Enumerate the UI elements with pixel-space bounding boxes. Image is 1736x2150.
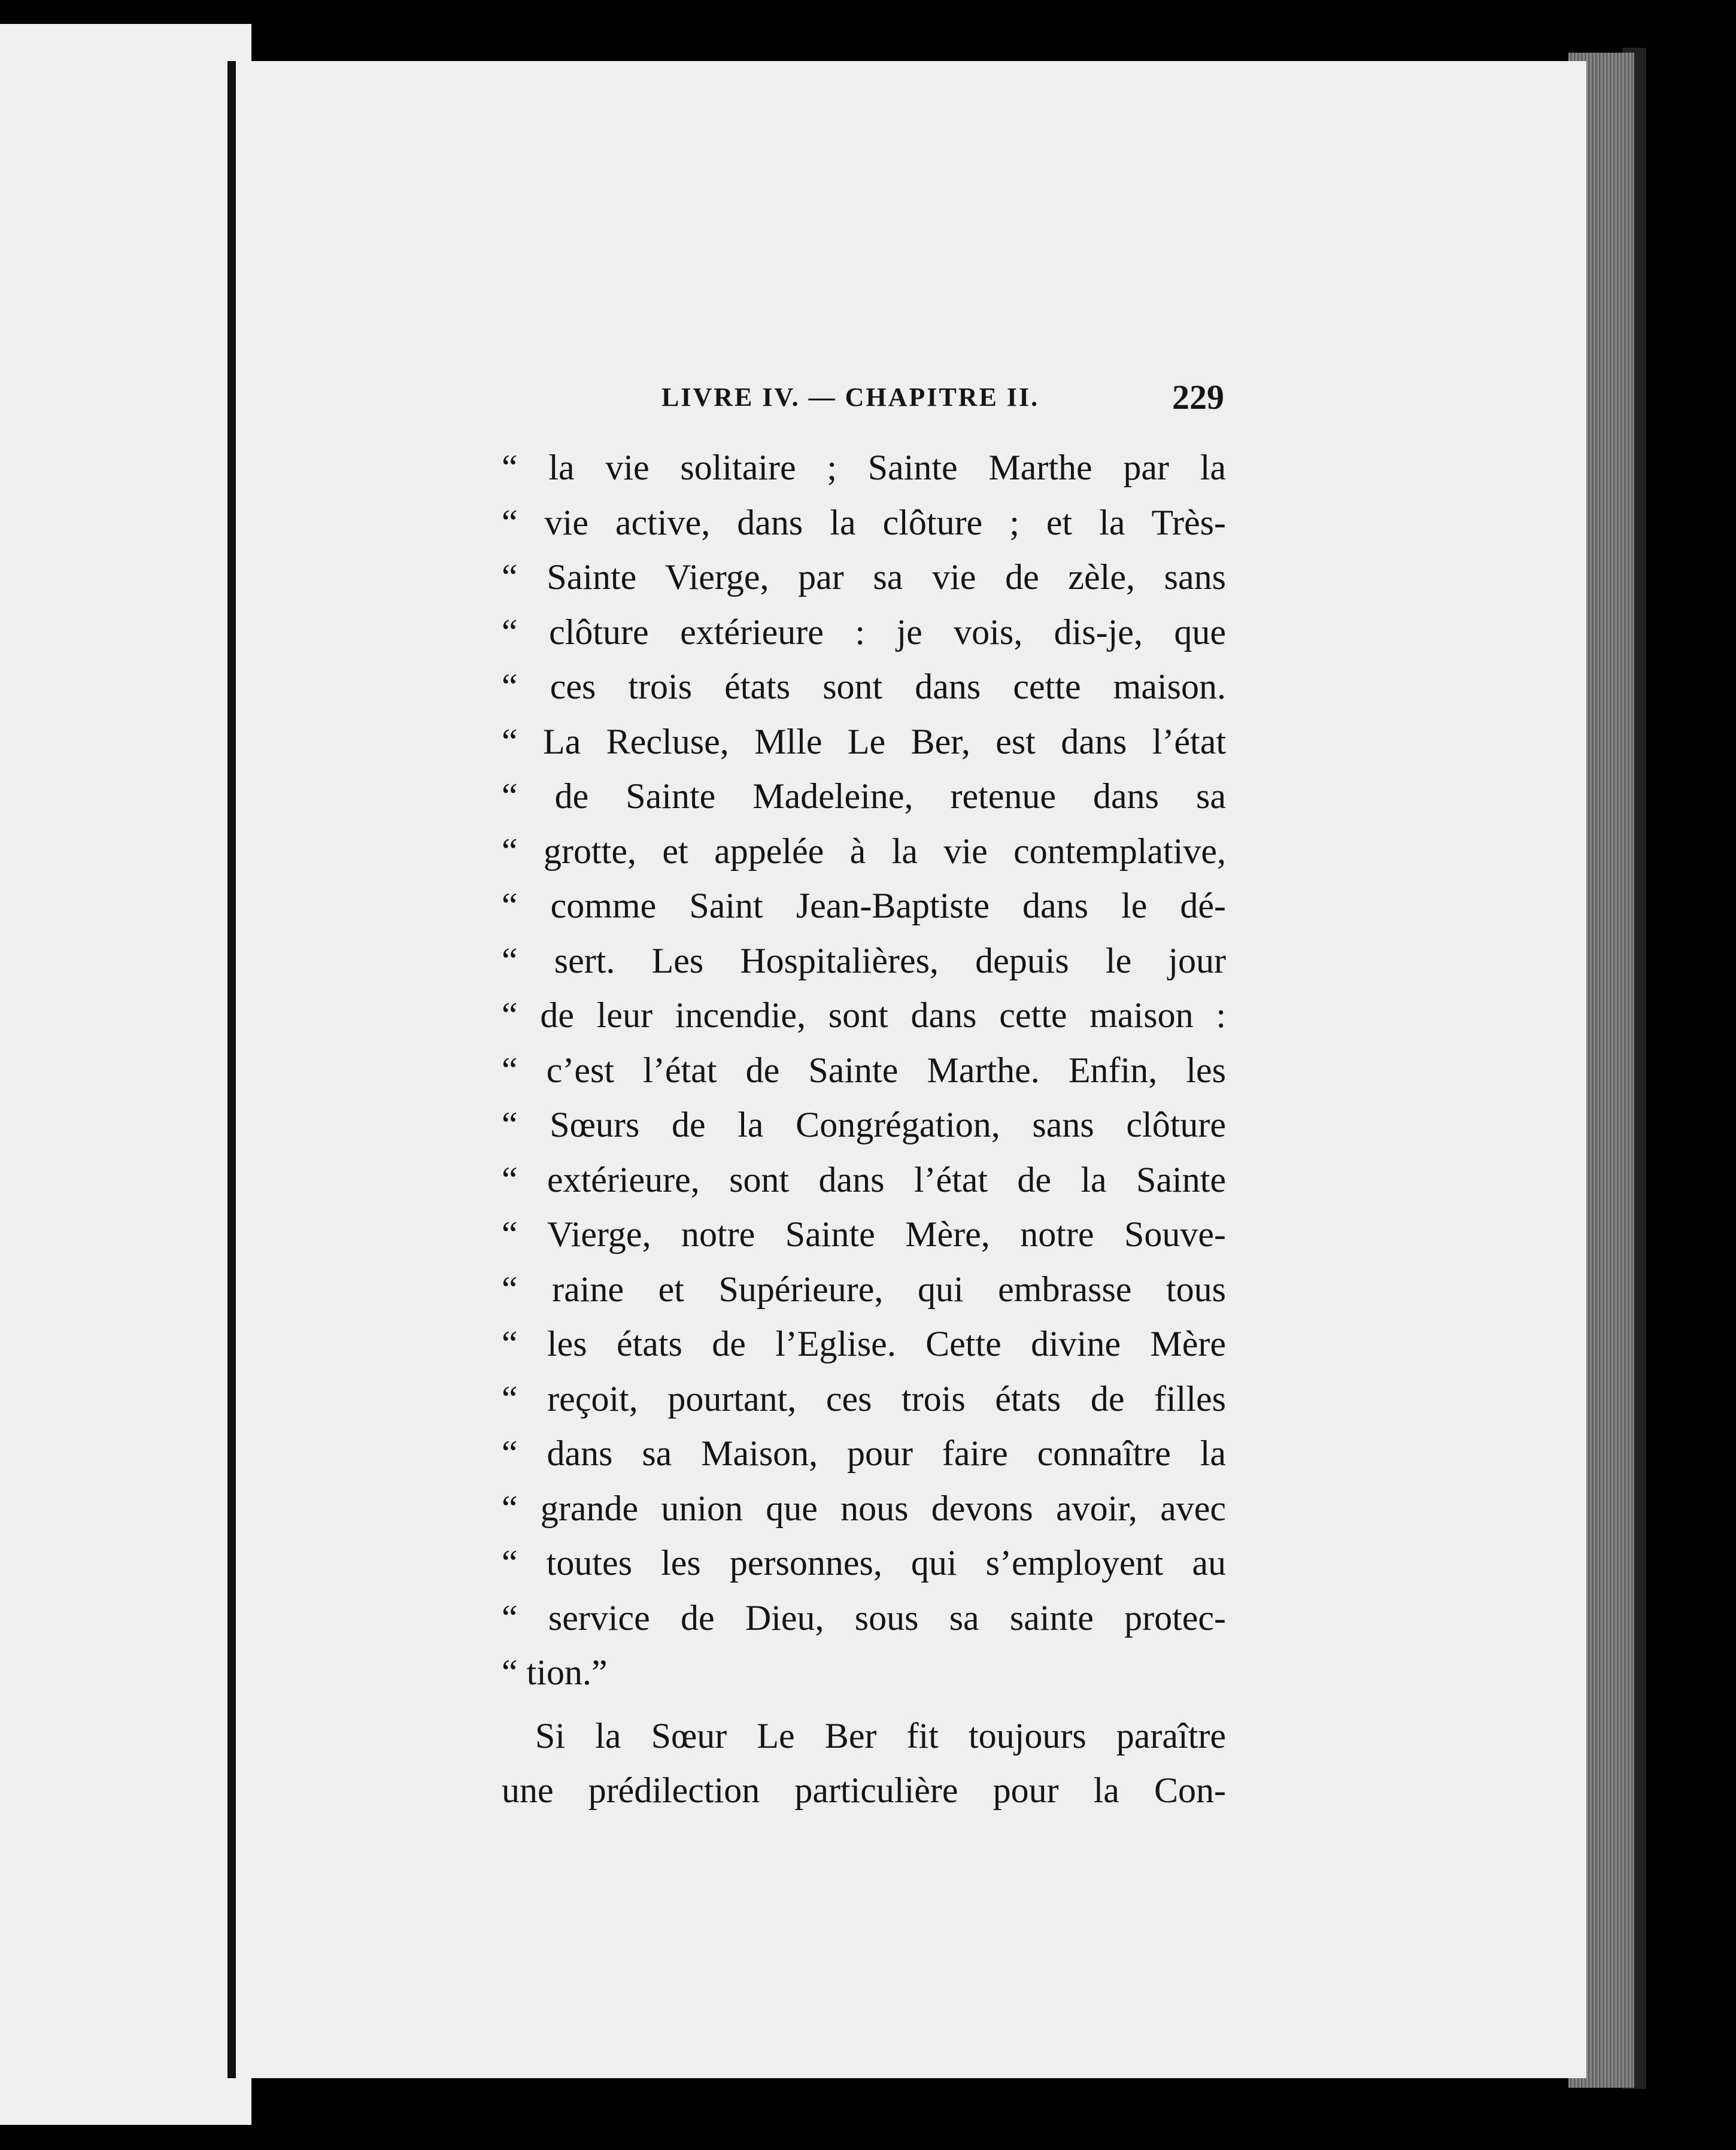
text-line: “ grande union que nous devons avoir, avec — [502, 1488, 1226, 1528]
text-line: “ dans sa Maison, pour faire connaître la — [502, 1434, 1226, 1473]
text-line: “ service de Dieu, sous sa sainte protec- — [502, 1598, 1226, 1638]
text-line: “ Sainte Vierge, par sa vie de zèle, sans — [502, 557, 1226, 597]
text-line: “ La Recluse, Mlle Le Ber, est dans l’état — [502, 721, 1226, 761]
text-line: “ grotte, et appelée à la vie contemplative, — [502, 831, 1226, 871]
text-line: “ tion.” — [502, 1653, 608, 1692]
gutter-line — [227, 61, 236, 2078]
page-number: 229 — [1172, 378, 1224, 417]
body-text — [502, 441, 1226, 1818]
text-line: “ ces trois états sont dans cette maison. — [502, 667, 1226, 706]
text-line: “ vie active, dans la clôture ; et la Très- — [502, 502, 1226, 542]
text-line: “ de Sainte Madeleine, retenue dans sa — [502, 776, 1226, 816]
text-line: “ toutes les personnes, qui s’employent au — [502, 1543, 1226, 1583]
text-line: “ reçoit, pourtant, ces trois états de filles — [502, 1378, 1226, 1419]
paragraph-line: Si la Sœur Le Ber fit toujours paraître — [535, 1715, 1226, 1756]
paragraph-gap — [502, 1700, 1226, 1709]
text-line: “ c’est l’état de Sainte Marthe. Enfin, les — [502, 1050, 1226, 1090]
facing-page — [0, 24, 251, 2125]
text-line: “ comme Saint Jean-Baptiste dans le dé- — [502, 886, 1226, 925]
running-title: LIVRE IV. — CHAPITRE II. — [661, 382, 1040, 412]
text-line: “ les états de l’Eglise. Cette divine Mère — [502, 1324, 1226, 1364]
text-line: “ Sœurs de la Congrégation, sans clôture — [502, 1105, 1226, 1144]
text-line: “ la vie solitaire ; Sainte Marthe par la — [502, 448, 1226, 487]
text-line: “ raine et Supérieure, qui embrasse tous — [502, 1269, 1226, 1309]
text-line: “ extérieure, sont dans l’état de la Sainte — [502, 1159, 1226, 1199]
paragraph-line: une prédilection particulière pour la Con- — [502, 1771, 1226, 1810]
text-line: “ clôture extérieure : je vois, dis-je, que — [502, 612, 1226, 652]
text-line: “ Vierge, notre Sainte Mère, notre Souve- — [502, 1214, 1226, 1254]
text-line: “ sert. Les Hospitalières, depuis le jour — [502, 940, 1226, 980]
text-line: “ de leur incendie, sont dans cette maison : — [502, 995, 1226, 1035]
running-header — [661, 377, 1224, 419]
